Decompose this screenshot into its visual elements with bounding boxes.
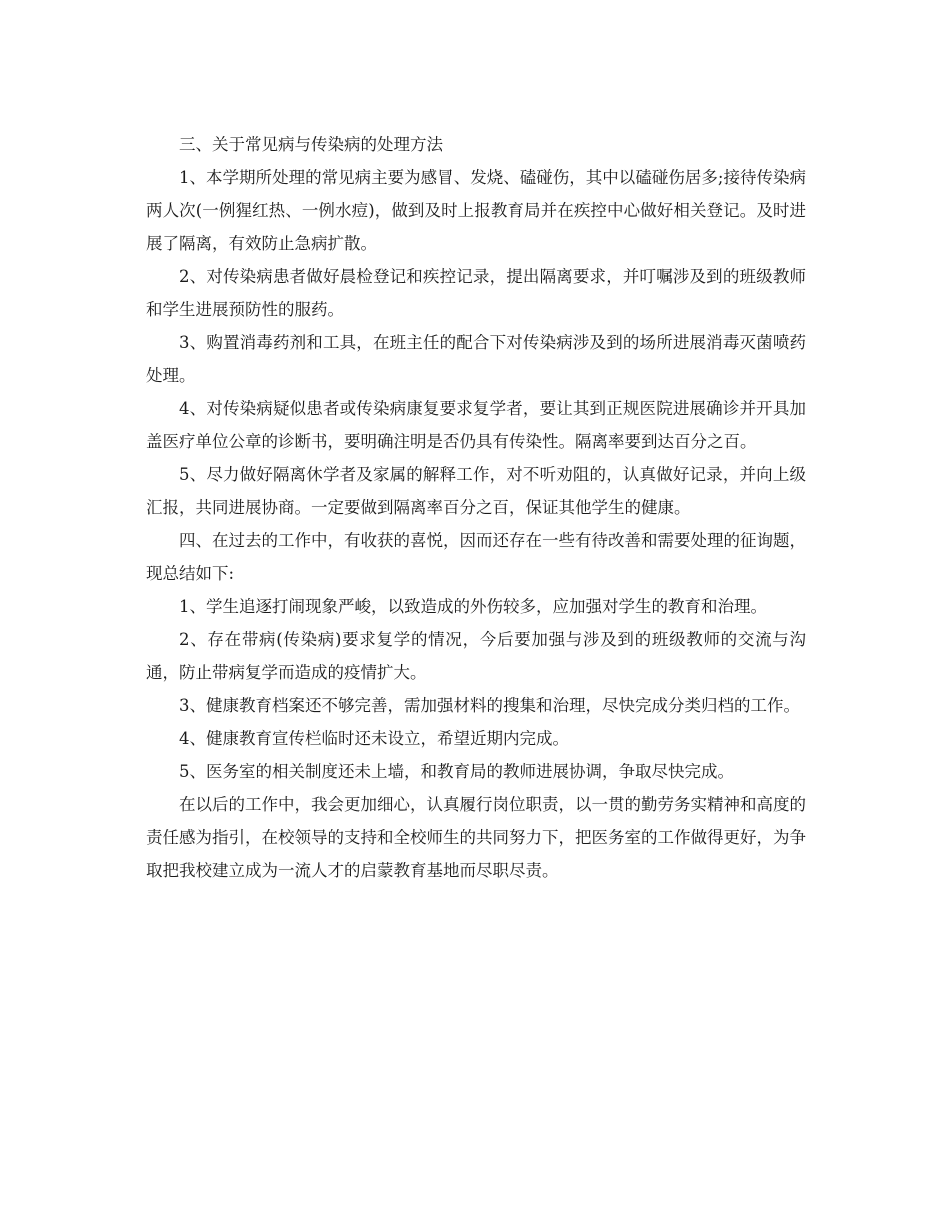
section-heading-four: 四、在过去的工作中，有收获的喜悦，因而还存在一些有待改善和需要处理的征询题，现总结如下: bbox=[146, 531, 806, 583]
paragraph-disinfection: 3、购置消毒药剂和工具，在班主任的配合下对传染病涉及到的场所进展消毒灭菌喷药处理。 bbox=[146, 333, 806, 385]
section-heading-three: 三、关于常见病与传染病的处理方法 bbox=[179, 135, 443, 154]
paragraph-regulations: 5、医务室的相关制度还未上墙，和教育局的教师进展协调，争取尽快完成。 bbox=[179, 762, 734, 781]
paragraph-bulletin-board: 4、健康教育宣传栏临时还未设立，希望近期内完成。 bbox=[179, 729, 569, 748]
paragraph-conclusion: 在以后的工作中，我会更加细心，认真履行岗位职责，以一贯的勤劳务实精神和高度的责任感为指引，在校领导的支持和全校师生的共同努力下，把医务室的工作做得更好，为争取把我校建立成为一流人才的启蒙教育基地而尽职尽责。 bbox=[146, 795, 806, 880]
paragraph-diagnosis: 4、对传染病疑似患者或传染病康复要求复学者，要让其到正规医院进展确诊并开具加盖医疗单位公章的诊断书，要明确注明是否仍具有传染性。隔离率要到达百分之百。 bbox=[146, 399, 806, 451]
paragraph-explanation: 5、尽力做好隔离休学者及家属的解释工作，对不听劝阻的，认真做好记录，并向上级汇报，共同进展协商。一定要做到隔离率百分之百，保证其他学生的健康。 bbox=[146, 465, 806, 517]
paragraph-health-records: 3、健康教育档案还不够完善，需加强材料的搜集和治理，尽快完成分类归档的工作。 bbox=[179, 696, 800, 715]
paragraph-common-illness: 1、本学期所处理的常见病主要为感冒、发烧、磕碰伤，其中以磕碰伤居多;接待传染病两人次(一例猩红热、一例水痘)，做到及时上报教育局并在疾控中心做好相关登记。及时进展了隔离，有效防止急病扩散。 bbox=[146, 168, 806, 253]
paragraph-return-to-school: 2、存在带病(传染病)要求复学的情况，今后要加强与涉及到的班级教师的交流与沟通，防止带病复学而造成的疫情扩大。 bbox=[146, 630, 806, 682]
paragraph-injuries: 1、学生追逐打闹现象严峻，以致造成的外伤较多，应加强对学生的教育和治理。 bbox=[179, 597, 767, 616]
document-body bbox=[146, 128, 806, 887]
paragraph-morning-check: 2、对传染病患者做好晨检登记和疾控记录，提出隔离要求，并叮嘱涉及到的班级教师和学生进展预防性的服药。 bbox=[146, 267, 806, 319]
